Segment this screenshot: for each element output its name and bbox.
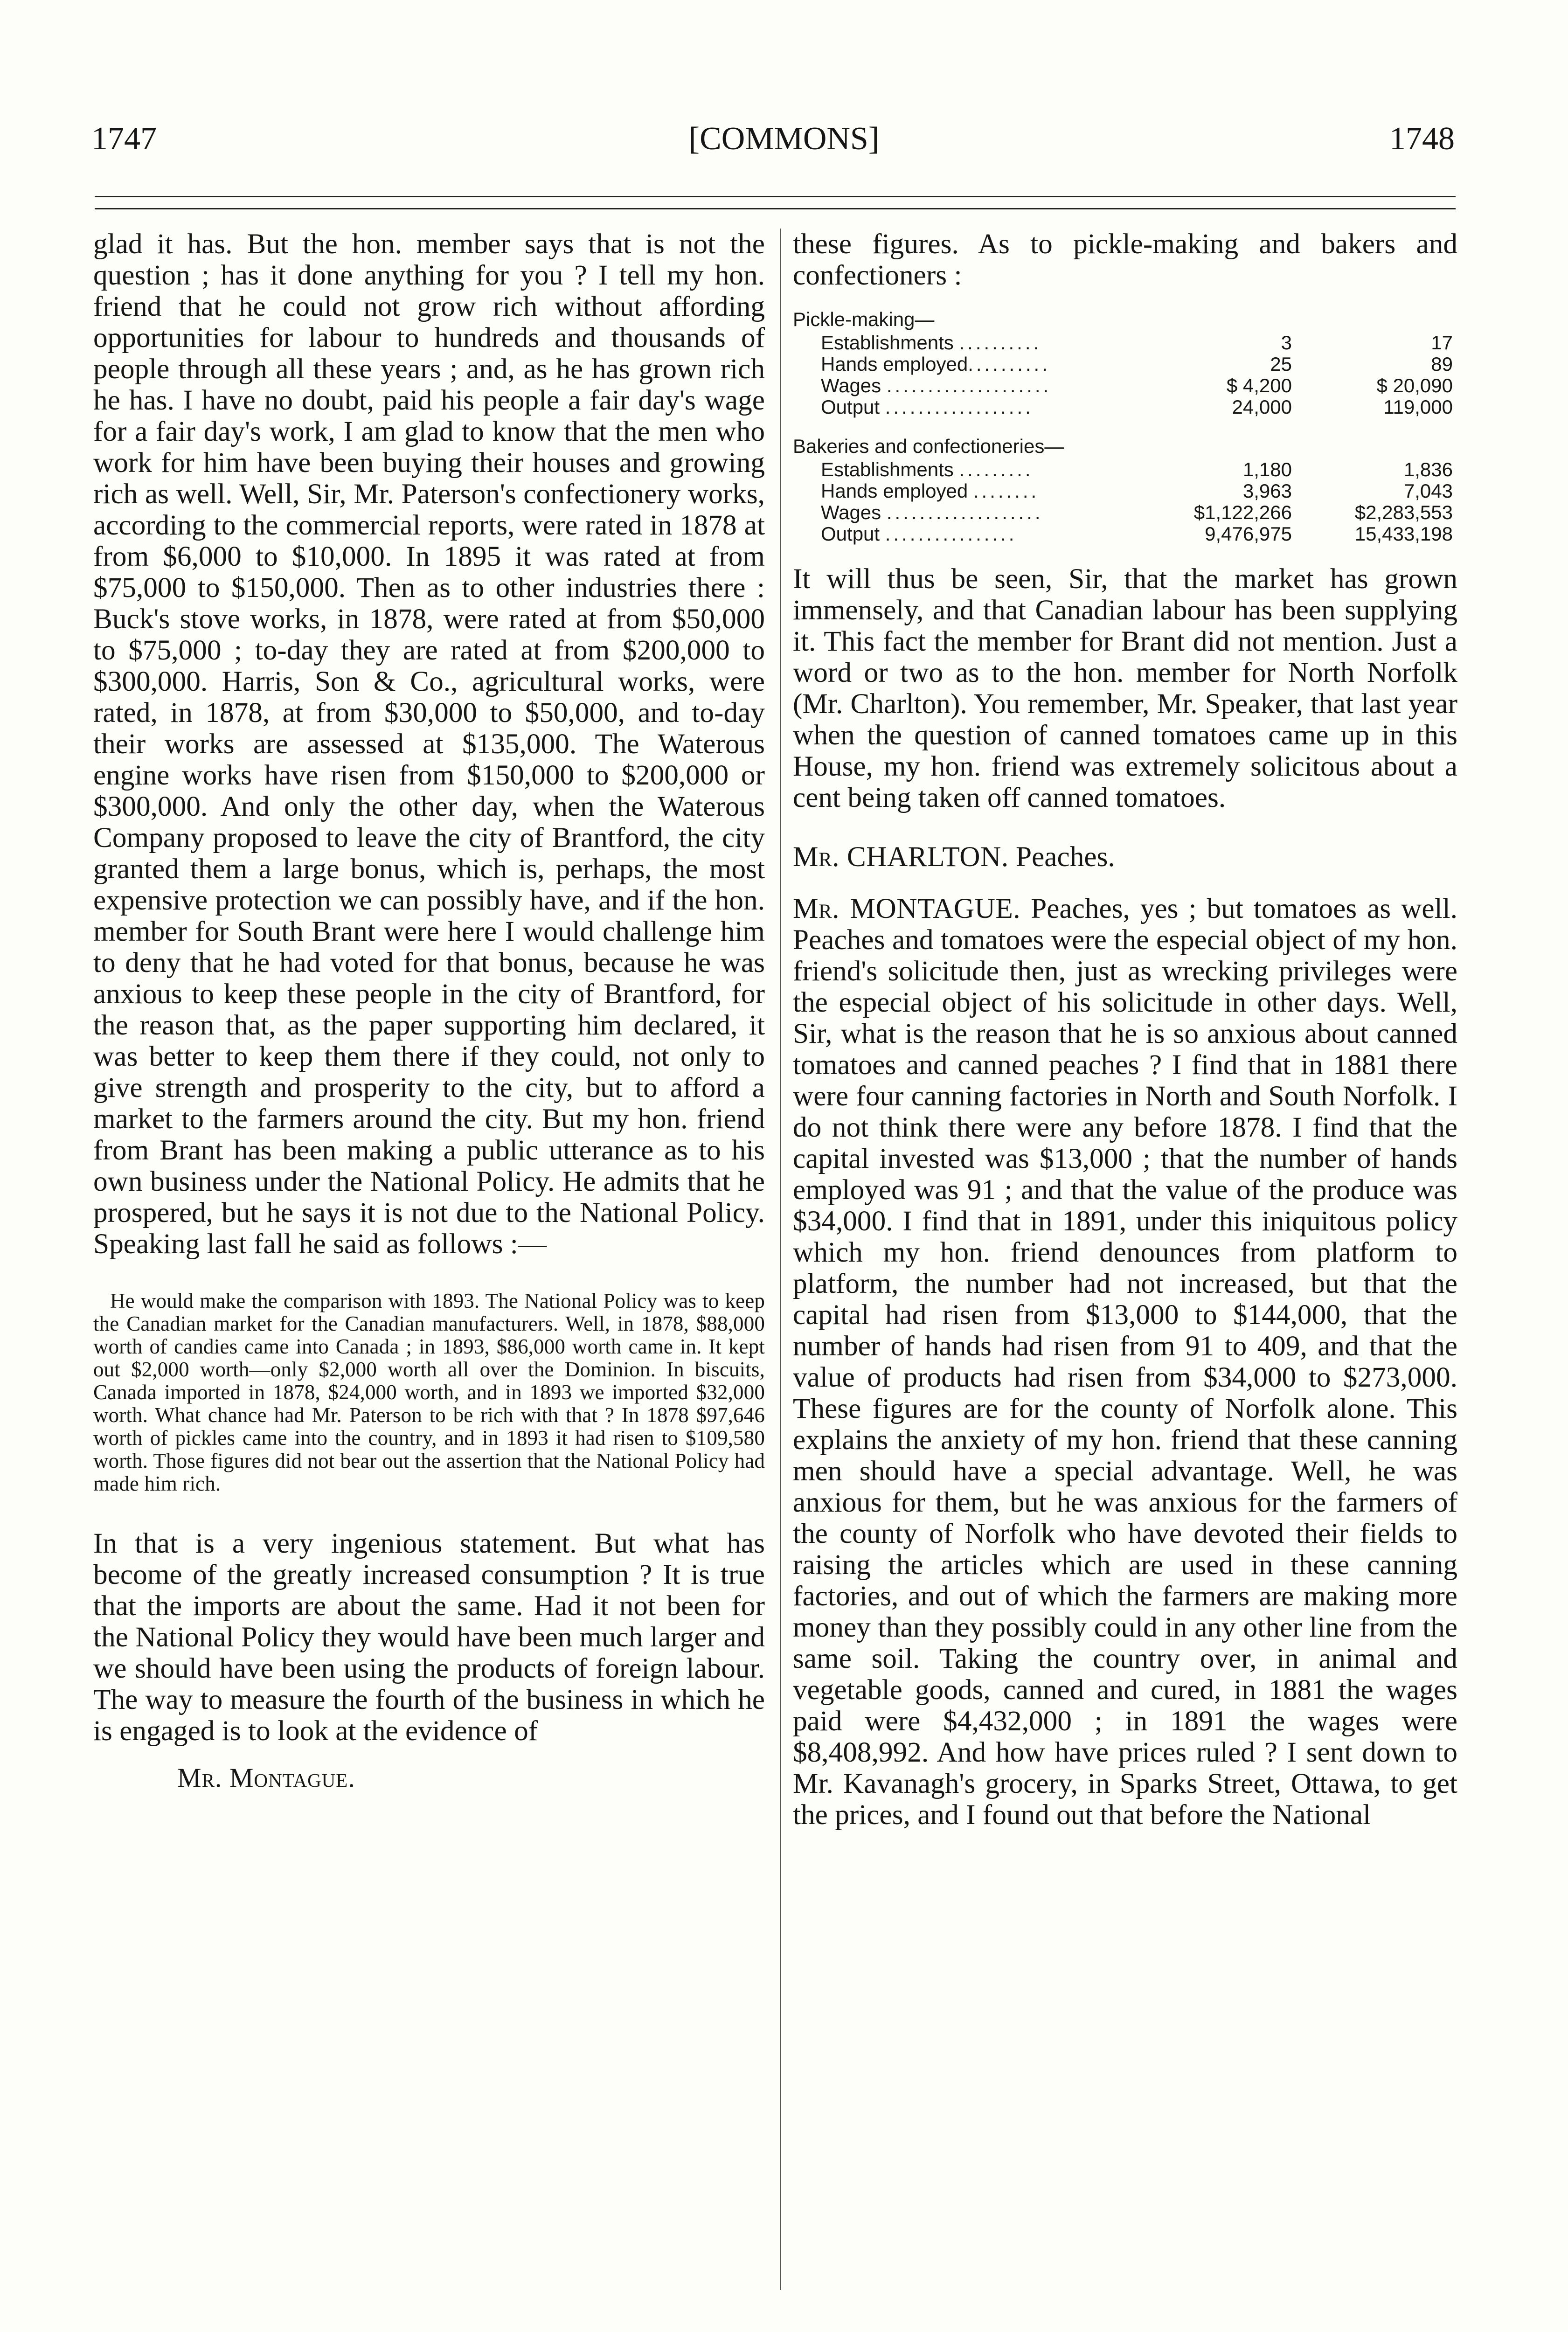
quoted-extract: He would make the comparison with 1893. The National Policy was to keep the Canadian market for the Canadian manufacturers. Well, in 1878, $88,000 worth of candies came into Canada ; in 1893, $86,000 worth came in. It kept out $2,000 worth—only $2,000 worth all over the Dominion. In biscuits, Canada imported in 1878, $24,000 worth, and in 1893 we imported $32,000 worth. What chance had Mr. Paterson to be rich with that ? In 1878 $97,646 worth of pickles came into the country, and in 1893 it had risen to $109,580 worth. Those figures did not bear out the assertion that the National Policy had made him rich. [93,1289,765,1495]
row-label: Wages [821,375,881,396]
montague-speech [793,893,1457,1831]
left-paragraph-1: glad it has. But the hon. member says that is not the question ; has it done anything for you ? I tell my hon. friend that he could not grow rich without affording opportunities for labour to hundreds and thousands of people through all these years ; and, as he has grown rich he has. I have no doubt, paid his people a fair day's wage for a fair day's work, I am glad to know that the men who work for him have been buying their houses and growing rich as well. Well, Sir, Mr. Paterson's confectionery works, according to the commercial reports, were rated in 1878 at from $6,000 to $10,000. In 1895 it was rated at from $75,000 to $150,000. Then as to other industries there : Buck's stove works, in 1878, were rated at from $50,000 to $75,000 ; to-day they are rated at from $200,000 to $300,000. Harris, Son & Co., agricultural works, were rated, in 1878, at from $30,000 to $50,000, and to-day their works are assessed at $135,000. The Waterous engine works have risen from $150,000 to $200,000 or $300,000. And only the other day, when the Waterous Company proposed to leave the city of Brantford, the city granted them a large bonus, which is, perhaps, the most expensive protection we can possibly have, and if the hon. member for South Brant were here I would challenge him to deny that he had voted for that bonus, because he was anxious to keep these people in the city of Brantford, for the reason that, as the paper supporting him declared, it was better to keep them there if they could, not only to give strength and prosperity to the city, but to afford a market to the farmers around the city. But my hon. friend from Brant has been making a public utterance as to his own business under the National Policy. He admits that he prospered, but he says it is not due to the National Policy. Speaking last fall he said as follows :— [93,228,765,1260]
value-1881: $ 4,200 [1226,375,1292,396]
table-group-heading: Pickle-making— [793,308,935,330]
speaker-signature: Mr. Montague. [177,1763,355,1793]
value-1881: 1,180 [1242,458,1292,480]
row-label: Output [821,523,880,545]
column-divider [780,229,781,2290]
speech-text: Peaches. [1015,841,1115,873]
value-1891: 89 [1431,353,1453,375]
value-1891: 119,000 [1383,396,1453,418]
value-1881: 3,963 [1242,480,1292,502]
value-1891: $2,283,553 [1354,501,1453,523]
value-1891: 7,043 [1403,480,1453,502]
charlton-interjection [793,841,1457,873]
value-1881: 9,476,975 [1205,523,1292,545]
row-label: Hands employed [821,480,968,502]
right-column [793,229,1457,1831]
value-1891: 15,433,198 [1354,523,1453,545]
table-row: Establishments ......... 1,180 1,836 [821,458,1453,480]
table-row: Hands employed.......... 25 89 [821,353,1453,375]
page-number-left: 1747 [91,121,157,157]
table-row: Wages .................... $ 4,200 $ 20,090 [821,375,1453,396]
left-paragraph-2: In that is a very ingenious statement. But what has become of the greatly increased consumption ? It is true that the imports are about the same. Had it not been for the National Policy they would have been much larger and we should have been using the products of foreign labour. The way to measure the fourth of the business in which he is engaged is to look at the evidence of [93,1527,765,1747]
row-label: Hands employed [821,354,968,375]
header-rule-top [95,196,1456,197]
value-1881: 25 [1270,353,1292,375]
row-label: Output [821,396,880,418]
left-column [93,229,765,1793]
right-intro: these figures. As to pickle-making and bakers and confectioners : [793,228,1457,291]
value-1881: $1,122,266 [1193,501,1292,523]
speaker-name: Mr. MONTAGUE. [793,893,1021,924]
page-number-right: 1748 [1389,121,1455,157]
table-row: Hands employed ........ 3,963 7,043 [821,480,1453,502]
value-1891: $ 20,090 [1376,375,1453,396]
header-rule-bottom [95,208,1456,209]
value-1891: 17 [1431,332,1453,354]
page-header [0,120,1568,167]
running-head: [COMMONS] [688,121,880,157]
speaker-name: Mr. CHARLTON. [793,841,1009,873]
table-row: Output ................ 9,476,975 15,433,198 [821,523,1453,545]
value-1881: 3 [1281,332,1292,354]
table-row: Wages ................... $1,122,266 $2,283,553 [821,501,1453,523]
right-paragraph-1: It will thus be seen, Sir, that the market has grown immensely, and that Canadian labour has been supplying it. This fact the member for Brant did not mention. Just a word or two as to the hon. member for North Norfolk (Mr. Charlton). You remember, Mr. Speaker, that last year when the question of canned tomatoes came up in this House, my hon. friend was extremely solicitous about a cent being taken off canned tomatoes. [793,563,1457,813]
speech-text: Peaches, yes ; but tomatoes as well. Peaches and tomatoes were the especial object of my hon. friend's solicitude then, just as wrecking privileges were the especial object of his solicitude in other days. Well, Sir, what is the reason that he is so anxious about canned tomatoes and canned peaches ? I find that in 1881 there were four canning factories in North and South Norfolk. I do not think there were any before 1878. I find that the capital invested was $13,000 ; that the number of hands employed was 91 ; and that the value of the produce was $34,000. I find that in 1891, under this iniquitous policy which my hon. friend denounces from platform to platform, the number had not increased, but that the capital had risen from $13,000 to $144,000, that the number of hands had risen from 91 to 409, and that the value of products had risen from $34,000 to $273,000. These figures are for the county of Norfolk alone. This explains the anxiety of my hon. friend that these canning men should have a special advantage. Well, he was anxious for them, but he was anxious for the farmers of the county of Norfolk who have devoted their fields to raising the articles which are used in these canning factories, and out of which the farmers are making more money than they possibly could in any other line from the same soil. Taking the country over, in animal and vegetable goods, canned and cured, in 1881 the wages paid were $4,432,000 ; in 1891 the wages were $8,408,992. And how have prices ruled ? I sent down to Mr. Kavanagh's grocery, in Sparks Street, Ottawa, to get the prices, and I found out that before the National [793,893,1458,1831]
table-row: Output .................. 24,000 119,000 [821,396,1453,418]
statistics-table [793,309,1457,545]
row-label: Establishments [821,459,954,480]
value-1881: 24,000 [1232,396,1292,418]
row-label: Establishments [821,332,954,354]
table-group-heading: Bakeries and confectioneries— [793,435,1064,457]
table-row: Establishments .......... 3 17 [821,332,1453,354]
row-label: Wages [821,502,881,523]
value-1891: 1,836 [1403,458,1453,480]
